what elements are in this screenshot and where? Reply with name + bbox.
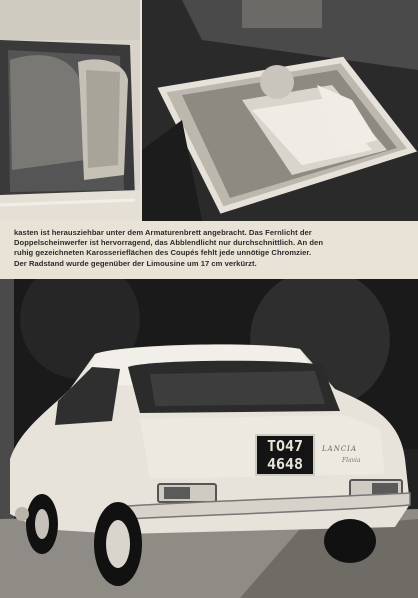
photo-storage-drawer (142, 0, 418, 221)
caption-line: Der Radstand wurde gegenüber der Limousine um 17 cm verkürzt. (14, 258, 257, 268)
coupe-illustration (0, 279, 418, 598)
license-plate (256, 435, 314, 475)
license-plate-line: TO47 (266, 437, 304, 455)
caption-line: Doppelscheinwerfer ist hervorragend, das Abblendlicht nur durchschnittlich. An den (14, 238, 324, 248)
caption-line: ruhig gezeichneten Karosserieflächen des Coupés fehlt jede unnötige Chromzier. (14, 248, 312, 258)
rear-seat-illustration (0, 0, 140, 221)
badge-lancia: LANCIA (322, 445, 358, 453)
photo-rear-seat (0, 0, 140, 221)
caption-line: kasten ist herausziehbar unter dem Armaturenbrett angebracht. Das Fernlicht der (14, 228, 312, 237)
license-plate-line: 4648 (266, 455, 304, 473)
badge-flavia: Flavia (342, 457, 361, 464)
photo-coupe-rear (0, 279, 418, 598)
caption-text (14, 228, 412, 269)
storage-drawer-illustration (142, 0, 418, 221)
